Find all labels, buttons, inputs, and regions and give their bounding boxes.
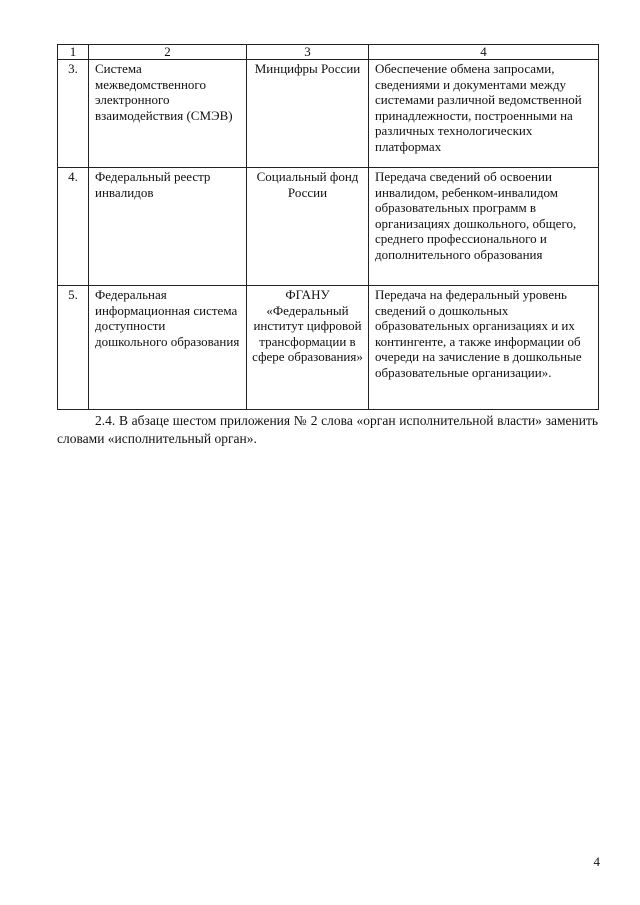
system-name: Федеральная информационная система доступности дошкольного образования [89,286,247,410]
exchange-purpose: Обеспечение обмена запросами, сведениями и документами между системами различной ведомственной принадлежности, построенными на различных технологических платформах [369,60,599,168]
column-number-2: 2 [89,45,247,60]
document-table [57,44,599,410]
row-number: 4. [58,168,89,286]
row-number: 3. [58,60,89,168]
amendment-paragraph: 2.4. В абзаце шестом приложения № 2 слова «орган исполнительной власти» заменить словами «исполнительный орган». [57,413,598,446]
operator-name: Социальный фонд России [247,168,369,286]
column-number-3: 3 [247,45,369,60]
table-row [58,60,599,168]
system-name: Федеральный реестр инвалидов [89,168,247,286]
page-number: 4 [593,854,600,869]
exchange-purpose: Передача сведений об освоении инвалидом, ребенком-инвалидом образовательных программ в организациях дошкольного, общего, среднего профессионального и дополнительного образования [369,168,599,286]
row-number: 5. [58,286,89,410]
column-number-4: 4 [369,45,599,60]
operator-name: Минцифры России [247,60,369,168]
column-number-1: 1 [58,45,89,60]
operator-name: ФГАНУ «Федеральный институт цифровой трансформации в сфере образования» [247,286,369,410]
table-row [58,286,599,410]
table-header-row [58,45,599,60]
table-row [58,168,599,286]
system-name: Система межведомственного электронного взаимодействия (СМЭВ) [89,60,247,168]
exchange-purpose: Передача на федеральный уровень сведений о дошкольных образовательных организациях и их контингенте, а также информации об очереди на зачисление в дошкольные образовательные организации». [369,286,599,410]
